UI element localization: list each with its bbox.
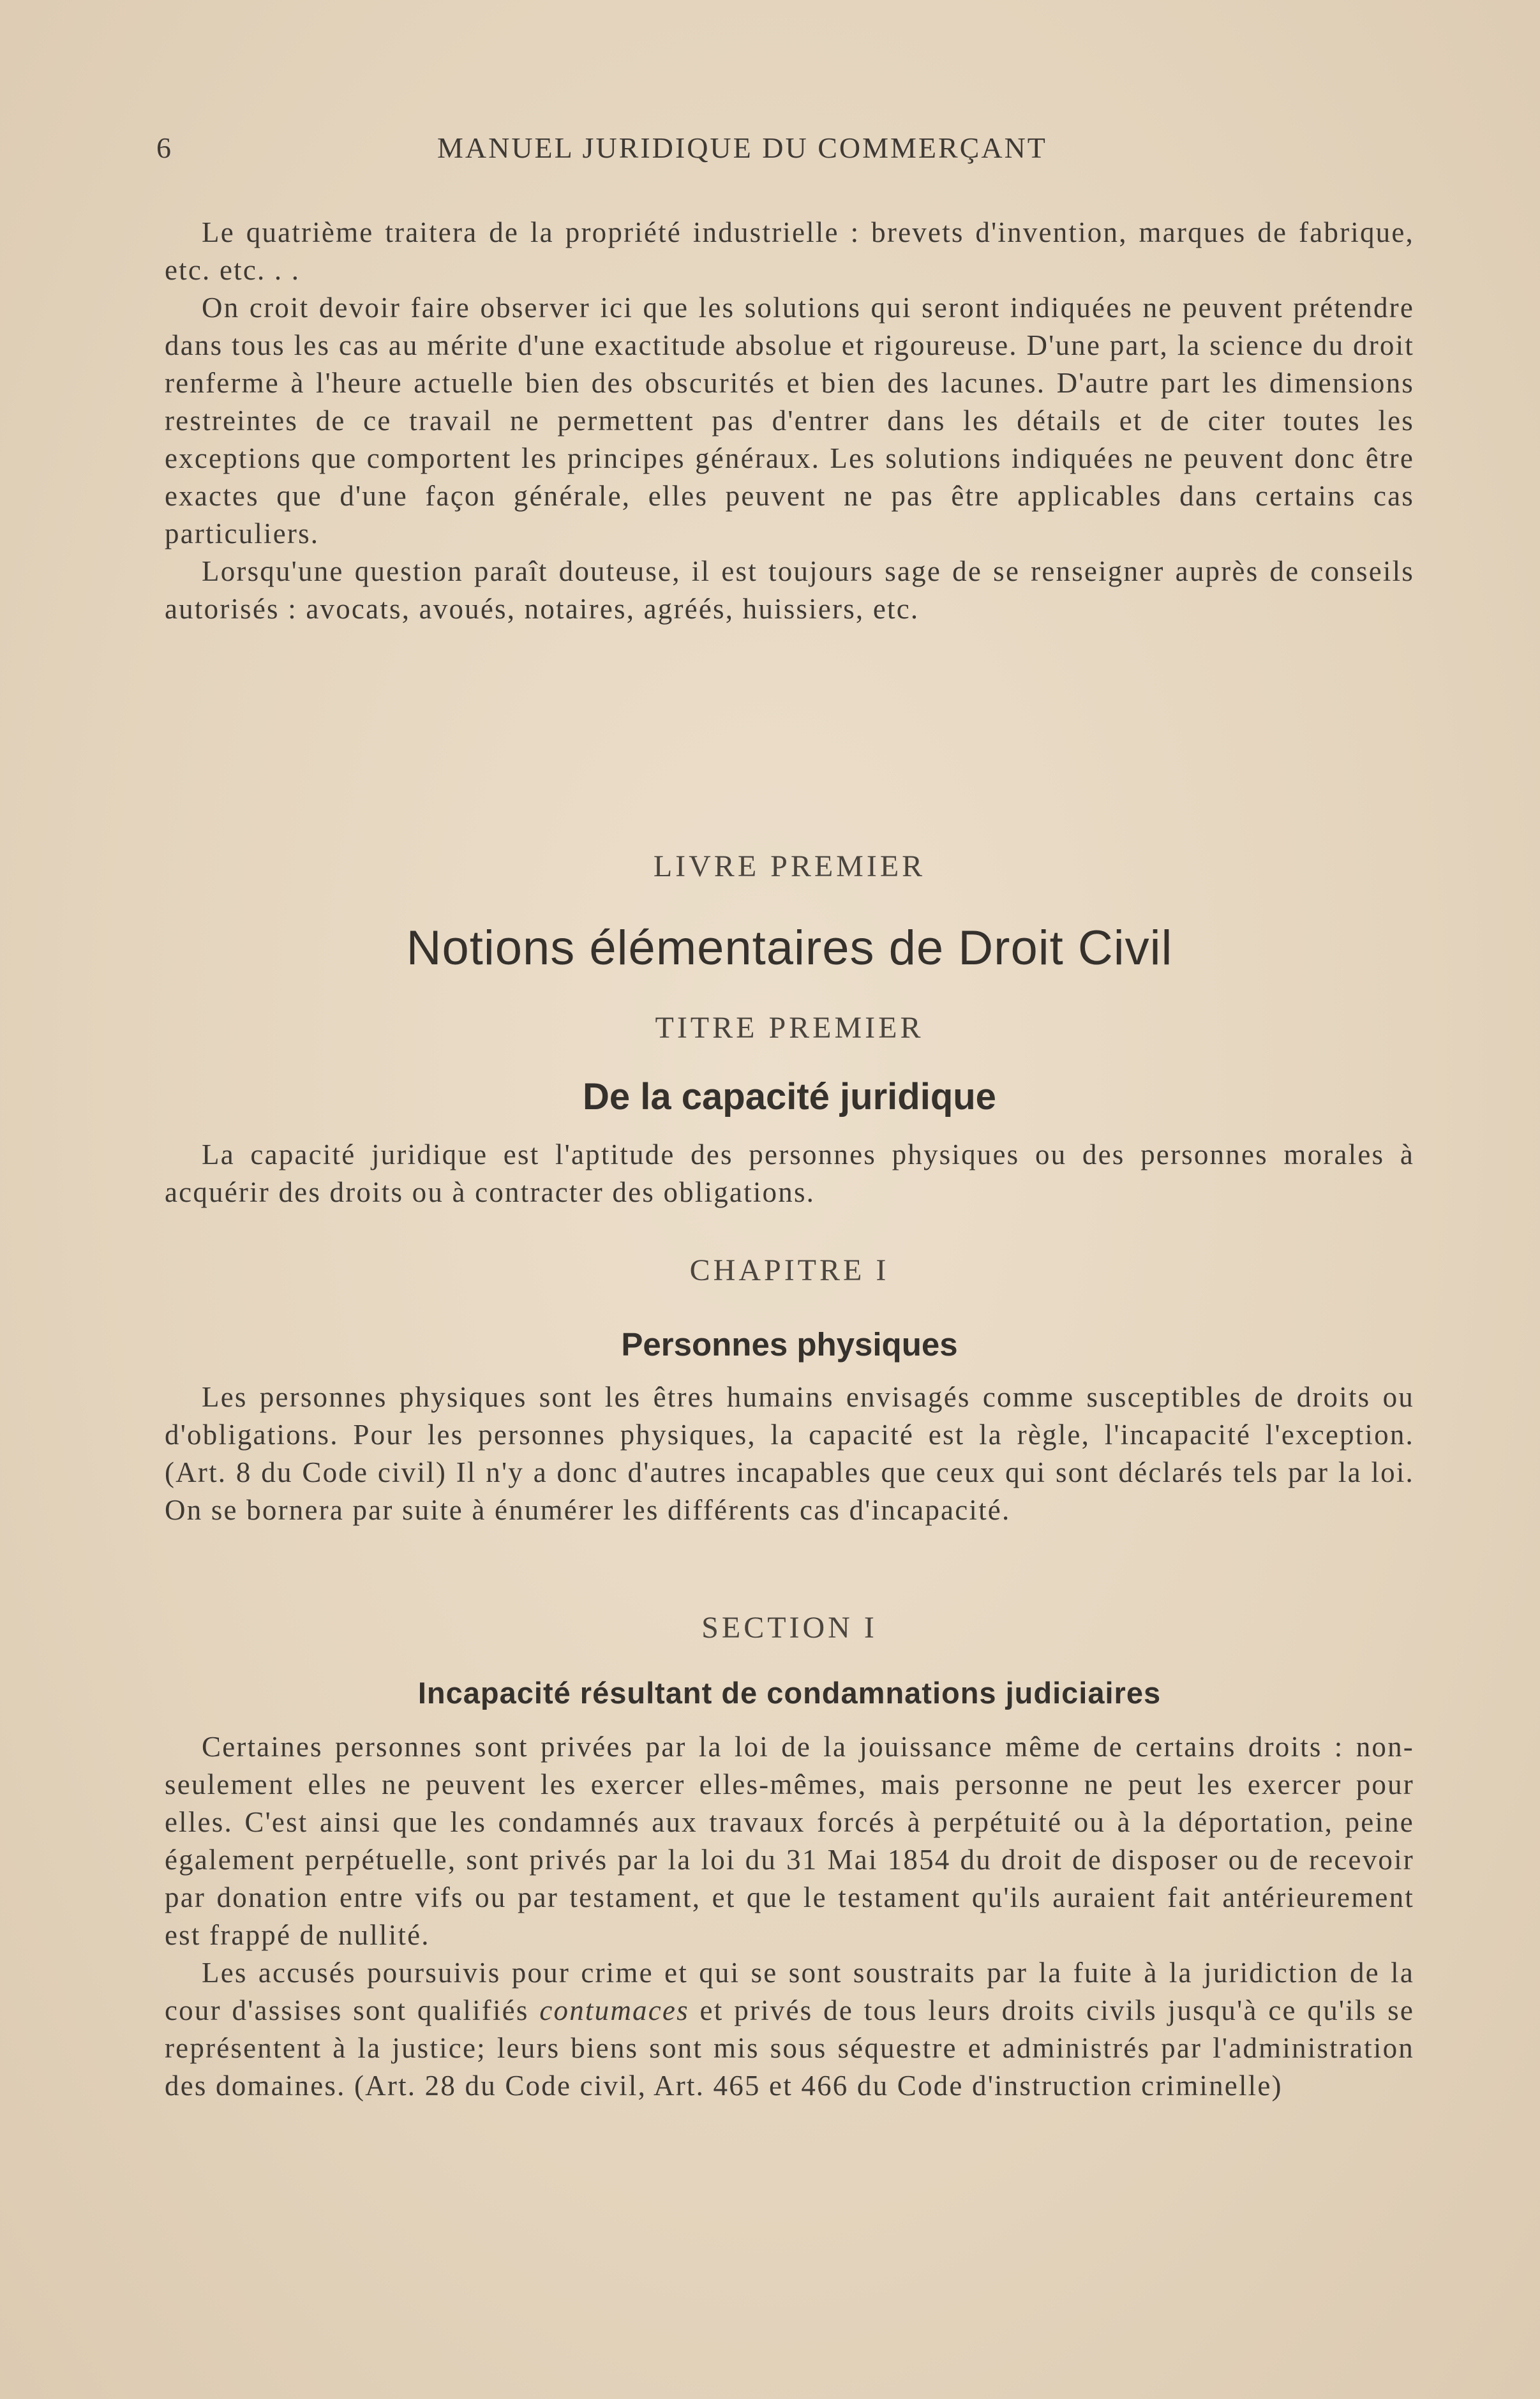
running-header (156, 131, 1420, 169)
book-label: LIVRE PREMIER (653, 849, 926, 883)
section-heading: Incapacité résultant de condamnations judiciaires (417, 1676, 1162, 1710)
chapter-text (165, 1379, 1414, 1529)
body-text: et privés de tous leurs droits civils jusqu'à ce qu'ils se représentent à la justice; leurs biens sont mis sous séquestre et administrés par l'administration des domaines. (Art. 28 du Code civil, Art. 465 et 466 du Code d'instruction criminelle) (165, 1994, 1414, 2102)
section-text (165, 1728, 1414, 2105)
intro-paragraph: On croit devoir faire observer ici que les solutions qui seront indiquées ne peuvent prétendre dans tous les cas au mérite d'une exactitude absolue et rigoureuse. D'une part, la science du droit renferme à l'heure actuelle bien des obscurités et bien des lacunes. D'autre part les dimensions restreintes de ce travail ne permettent pas d'entrer dans les détails et de citer toutes les exceptions que comportent les principes généraux. Les solutions indiquées ne peuvent donc être exactes que d'une façon générale, elles peuvent ne pas être applicables dans certains cas particuliers. (165, 292, 1414, 549)
intro-text (165, 214, 1414, 628)
body-paragraph: Certaines personnes sont privées par la loi de la jouissance même de certains droits : non-seulement elles ne peuvent les exercer elles-mêmes, mais personne ne peut les exercer pour elles. C'est ainsi que les condamnés aux travaux forcés à perpétuité ou à la déportation, peine également perpétuelle, sont privés par la loi du 31 Mai 1854 du droit de disposer ou de recevoir par donation entre vifs ou par testament, et que le testament qu'ils auraient fait antérieurement est frappé de nullité. (165, 1731, 1414, 1951)
book-title: Notions élémentaires de Droit Civil (406, 921, 1173, 975)
chapter-heading: Personnes physiques (621, 1326, 958, 1363)
title-heading: De la capacité juridique (583, 1076, 996, 1117)
body-paragraph (165, 1954, 1414, 2105)
chapter-label: CHAPITRE I (689, 1253, 890, 1287)
body-paragraph: La capacité juridique est l'aptitude des personnes physiques ou des personnes morales à acquérir des droits ou à contracter des obligations. (165, 1139, 1414, 1208)
body-paragraph: Les personnes physiques sont les êtres humains envisagés comme susceptibles de droits ou d'obligations. Pour les personnes physiques, la capacité est la règle, l'incapacité l'exception. (Art. 8 du Code civil) Il n'y a donc d'autres incapables que ceux qui sont déclarés tels par la loi. On se bornera par suite à énumérer les différents cas d'incapacité. (165, 1381, 1414, 1526)
page-number: 6 (156, 131, 172, 164)
title-text (165, 1136, 1414, 1211)
intro-paragraph: Le quatrième traitera de la propriété industrielle : brevets d'invention, marques de fabrique, etc. etc. . . (165, 216, 1414, 286)
section-label: SECTION I (701, 1611, 878, 1645)
intro-paragraph: Lorsqu'une question paraît douteuse, il est toujours sage de se renseigner auprès de conseils autorisés : avocats, avoués, notaires, agréés, huissiers, etc. (165, 555, 1414, 625)
emphasized-term: contumaces (539, 1994, 689, 2026)
body-text: Les accusés poursuivis pour crime et qui se sont soustraits par la fuite à la juridiction de la cour d'assises sont qualifiés (165, 1957, 1414, 2026)
running-title: MANUEL JURIDIQUE DU COMMERÇANT (437, 131, 1047, 164)
title-label: TITRE PREMIER (655, 1011, 924, 1045)
